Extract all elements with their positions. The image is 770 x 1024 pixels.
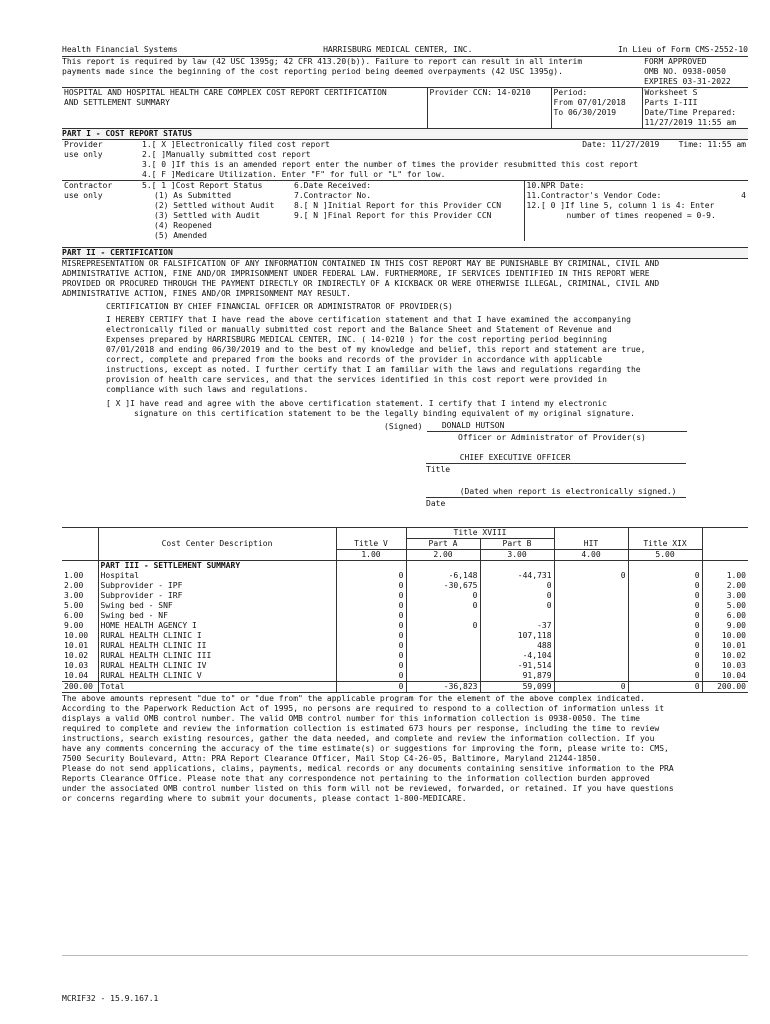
cell-desc: RURAL HEALTH CLINIC IV — [98, 661, 336, 671]
closing-line: under the associated OMB control number listed on this form will not be reviewed, forwarded, or retained. If you have questions — [62, 784, 674, 793]
cell-pa — [406, 661, 480, 671]
cell-t5: 0 — [336, 651, 406, 661]
cell-pa — [406, 641, 480, 651]
closing-line: The above amounts represent "due to" or "due from" the applicable program for the element of the above complex indicated. — [62, 694, 645, 703]
cell-hit — [554, 591, 628, 601]
closing-text — [62, 694, 748, 804]
cell-line: 1.00 — [62, 571, 98, 581]
cell-rline: 10.04 — [721, 671, 746, 680]
part3-heading: PART III - SETTLEMENT SUMMARY — [98, 561, 336, 572]
cell-line: 2.00 — [62, 581, 98, 591]
contractor-label: Contractor — [64, 181, 113, 190]
report-time: Time: 11:55 am — [678, 140, 746, 149]
status-1: (1) As Submitted — [154, 191, 232, 200]
agree-line-2: signature on this certification statement to be the legally binding equivalent of my original signature. — [134, 409, 635, 418]
closing-line: displays a valid OMB control number. The valid OMB control number for this information collection is 0938-0050. The time — [62, 714, 640, 723]
cell-rline: 10.00 — [721, 631, 746, 640]
item-manual-submitted: 2.[ ]Manually submitted cost report — [142, 150, 311, 159]
footer-divider — [62, 955, 748, 956]
warning-line: PROVIDED OR PROCURED THROUGH THE PAYMENT DIRECTLY OR INDIRECTLY OF A KICKBACK OR WERE OTHERWISE ILLEGAL, CRIMINAL, CIVIL AND — [62, 279, 660, 288]
dated-note: (Dated when report is electronically signed.) — [459, 487, 677, 496]
cell-t19: 0 — [628, 641, 702, 651]
date-received: 6.Date Received: — [294, 181, 372, 190]
cell-pa — [406, 611, 480, 621]
cell-pa — [406, 631, 480, 641]
table-row — [62, 621, 748, 631]
signature-block — [62, 419, 748, 508]
npr-date: 10.NPR Date: — [526, 181, 585, 190]
cell-hit — [554, 581, 628, 591]
table-row — [62, 682, 748, 693]
cell-desc: RURAL HEALTH CLINIC II — [98, 641, 336, 651]
header-left: Health Financial Systems — [62, 45, 178, 54]
table-row — [62, 651, 748, 661]
cell-t5: 0 — [336, 682, 406, 693]
table-row — [62, 671, 748, 682]
cost-report-page — [62, 45, 748, 804]
cell-rline: 10.02 — [721, 651, 746, 660]
warning-line: MISREPRESENTATION OR FALSIFICATION OF ANY INFORMATION CONTAINED IN THIS COST REPORT MAY BE PUNISHABLE BY CRIMINAL, CIVIL AND — [62, 259, 660, 268]
cell-hit — [554, 601, 628, 611]
cell-hit — [554, 621, 628, 631]
cell-t19: 0 — [628, 611, 702, 621]
table-row — [62, 581, 748, 591]
colnum: 4.00 — [554, 550, 628, 561]
cell-pa: -6,148 — [406, 571, 480, 581]
cell-pb: -4,104 — [480, 651, 554, 661]
vendor-code-label: 11.Contractor's Vendor Code: — [526, 191, 662, 200]
closing-line: instructions, search existing resources, gather the data needed, and complete and review the information collection. If you — [62, 734, 655, 743]
cell-desc: Swing bed - SNF — [98, 601, 336, 611]
notice-line-2: payments made since the beginning of the cost reporting period being deemed overpayments (42 USC 1395g). — [62, 67, 563, 76]
col-title19: Title XIX — [628, 539, 702, 550]
page-header — [62, 45, 748, 56]
worksheet-id: Worksheet S — [644, 88, 698, 97]
col-desc: Cost Center Description — [98, 539, 336, 550]
cell-t19: 0 — [628, 661, 702, 671]
cell-pb: 59,099 — [480, 682, 554, 693]
table-row — [62, 591, 748, 601]
part2-heading: PART II - CERTIFICATION — [62, 247, 748, 259]
status-5: (5) Amended — [154, 231, 207, 240]
period-label: Period: — [553, 88, 588, 97]
report-title-1: HOSPITAL AND HOSPITAL HEALTH CARE COMPLEX COST REPORT CERTIFICATION — [64, 88, 387, 97]
cell-hit — [554, 671, 628, 682]
status-4: (4) Reopened — [154, 221, 212, 230]
cell-t5: 0 — [336, 591, 406, 601]
status-3: (3) Settled with Audit — [154, 211, 260, 220]
cell-pa: 0 — [406, 591, 480, 601]
worksheet-parts: Parts I-III — [644, 98, 698, 107]
title-label: Title — [426, 465, 451, 474]
item-electronic-filed: 1.[ X ]Electronically filed cost report — [142, 140, 330, 149]
closing-line: have any comments concerning the accuracy of the time estimate(s) or suggestions for improving the form, please write to: CMS, — [62, 744, 669, 753]
final-report: 9.[ N ]Final Report for this Provider CCN — [294, 211, 492, 220]
cell-line: 10.02 — [62, 651, 98, 661]
signer-name: DONALD HUTSON — [441, 421, 505, 430]
header-right: In Lieu of Form CMS-2552-10 — [617, 45, 748, 54]
cell-hit: 0 — [554, 682, 628, 693]
cell-pb: 91,879 — [480, 671, 554, 682]
cell-t5: 0 — [336, 571, 406, 581]
col-hit: HIT — [554, 539, 628, 550]
prepared-label: Date/Time Prepared: — [644, 108, 737, 117]
cell-line: 9.00 — [62, 621, 98, 631]
cell-desc: Subprovider - IPF — [98, 581, 336, 591]
omb-expires: EXPIRES 03-31-2022 — [644, 77, 731, 86]
notice-line-1: This report is required by law (42 USC 1395g; 42 CFR 413.20(b)). Failure to report can result in all interim — [62, 57, 583, 66]
table-row — [62, 661, 748, 671]
cell-rline: 200.00 — [702, 682, 748, 693]
cell-line: 10.04 — [62, 671, 98, 682]
colnum: 1.00 — [336, 550, 406, 561]
cell-hit — [554, 631, 628, 641]
provider-label: Provider — [64, 140, 103, 149]
prepared-value: 11/27/2019 11:55 am — [644, 118, 737, 127]
cell-hit — [554, 661, 628, 671]
cell-desc: Swing bed - NF — [98, 611, 336, 621]
agree-checkbox-line: [ X ]I have read and agree with the above certification statement. I certify that I intend my electronic — [106, 399, 607, 408]
contractor-label-2: use only — [64, 191, 103, 200]
cell-t19: 0 — [628, 651, 702, 661]
cell-t19: 0 — [628, 671, 702, 682]
reopened-item: 12.[ 0 ]If line 5, column 1 is 4: Enter — [526, 201, 715, 210]
warning-line: ADMINISTRATIVE ACTION, FINE AND/OR IMPRISONMENT UNDER FEDERAL LAW. FURTHERMORE, IF SERVICES IDENTIFIED IN THIS REPORT WERE — [62, 269, 650, 278]
cell-line: 10.03 — [62, 661, 98, 671]
period-to: To 06/30/2019 — [553, 108, 617, 117]
cell-pb — [480, 611, 554, 621]
reopened-note: number of times reopened = 0-9. — [566, 211, 716, 220]
report-title-2: AND SETTLEMENT SUMMARY — [64, 98, 170, 107]
form-approved: FORM APPROVED — [644, 57, 707, 66]
period-from: From 07/01/2018 — [553, 98, 626, 107]
cell-pb: -91,514 — [480, 661, 554, 671]
cert-line: instructions, except as noted. I further certify that I am familiar with the laws and regulations regarding the — [106, 365, 641, 374]
cell-rline: 10.03 — [721, 661, 746, 670]
cell-t19: 0 — [628, 581, 702, 591]
cell-t19: 0 — [628, 621, 702, 631]
officer-title: CHIEF EXECUTIVE OFFICER — [459, 453, 571, 462]
cell-rline: 5.00 — [726, 601, 746, 610]
cell-rline: 3.00 — [726, 591, 746, 600]
cell-desc: RURAL HEALTH CLINIC V — [98, 671, 336, 682]
cell-desc: HOME HEALTH AGENCY I — [98, 621, 336, 631]
col-title5: Title V — [336, 539, 406, 550]
cell-hit — [554, 651, 628, 661]
cell-desc: Hospital — [98, 571, 336, 581]
col-partb: Part B — [480, 539, 554, 550]
table-row — [62, 601, 748, 611]
cell-pa: -30,675 — [406, 581, 480, 591]
status-2: (2) Settled without Audit — [154, 201, 275, 210]
cell-t5: 0 — [336, 671, 406, 682]
closing-line: Please do not send applications, claims, payments, medical records or any documents containing sensitive information to the PRA — [62, 764, 674, 773]
cell-pb: -37 — [480, 621, 554, 631]
cell-pb: 0 — [480, 581, 554, 591]
col-parta: Part A — [406, 539, 480, 550]
cell-t19: 0 — [628, 631, 702, 641]
cert-heading: CERTIFICATION BY CHIEF FINANCIAL OFFICER OR ADMINISTRATOR OF PROVIDER(S) — [106, 302, 453, 311]
cell-line: 6.00 — [62, 611, 98, 621]
cell-line: 10.01 — [62, 641, 98, 651]
title-block — [62, 87, 748, 128]
cell-hit — [554, 641, 628, 651]
cell-rline: 9.00 — [726, 621, 746, 630]
contractor-use-block — [62, 180, 748, 241]
cell-t5: 0 — [336, 581, 406, 591]
cell-desc: RURAL HEALTH CLINIC III — [98, 651, 336, 661]
notice-block — [62, 56, 748, 87]
provider-use-block — [62, 140, 748, 180]
cell-hit: 0 — [554, 571, 628, 581]
signed-label: (Signed) — [384, 422, 423, 431]
cell-rline: 10.01 — [721, 641, 746, 650]
provider-label-2: use only — [64, 150, 103, 159]
closing-line: required to complete and review the information collection is estimated 673 hours per response, including the time to review — [62, 724, 660, 733]
closing-line: 7500 Security Boulevard, Attn: PRA Report Clearance Officer, Mail Stop C4-26-05, Baltimore, Maryland 21244-1850. — [62, 754, 602, 763]
cell-pa: 0 — [406, 621, 480, 631]
item-amended: 3.[ 0 ]If this is an amended report enter the number of times the provider resubmitted this cost report — [142, 160, 639, 169]
cell-pb: 488 — [480, 641, 554, 651]
cell-desc: RURAL HEALTH CLINIC I — [98, 631, 336, 641]
cert-line: correct, complete and prepared from the books and records of the provider in accordance with applicable — [106, 355, 603, 364]
date-label: Date — [426, 499, 446, 508]
closing-line: According to the Paperwork Reduction Act of 1995, no persons are required to respond to a collection of information unless it — [62, 704, 665, 713]
table-row — [62, 611, 748, 621]
part1-heading: PART I - COST REPORT STATUS — [62, 128, 748, 140]
omb-number: OMB NO. 0938-0050 — [644, 67, 726, 76]
warning-line: ADMINISTRATIVE ACTION, FINES AND/OR IMPRISONMENT MAY RESULT. — [62, 289, 351, 298]
cell-pa — [406, 651, 480, 661]
status-item: 5.[ 1 ]Cost Report Status — [142, 181, 263, 190]
cell-line: 5.00 — [62, 601, 98, 611]
item-utilization: 4.[ F ]Medicare Utilization. Enter "F" for full or "L" for low. — [142, 170, 446, 179]
settlement-table — [62, 527, 748, 693]
cell-pb: -44,731 — [480, 571, 554, 581]
cell-line: 200.00 — [62, 682, 98, 693]
cell-hit — [554, 611, 628, 621]
cert-line: Expenses prepared by HARRISBURG MEDICAL CENTER, INC. ( 14-0210 ) for the cost reporting period beginning — [106, 335, 607, 344]
contractor-no: 7.Contractor No. — [294, 191, 372, 200]
cell-t19: 0 — [628, 682, 702, 693]
provider-ccn: Provider CCN: 14-0210 — [429, 88, 531, 97]
header-center: HARRISBURG MEDICAL CENTER, INC. — [323, 45, 473, 54]
report-date: Date: 11/27/2019 — [582, 140, 660, 149]
closing-line: Reports Clearance Office. Please note that any correspondence not pertaining to the information collection burden approved — [62, 774, 650, 783]
cell-rline: 2.00 — [726, 581, 746, 590]
initial-report: 8.[ N ]Initial Report for this Provider CCN — [294, 201, 502, 210]
colnum: 5.00 — [628, 550, 702, 561]
software-version: MCRIF32 - 15.9.167.1 — [62, 994, 159, 1003]
colnum: 3.00 — [480, 550, 554, 561]
cert-text — [62, 315, 748, 395]
cell-t5: 0 — [336, 621, 406, 631]
cell-t19: 0 — [628, 591, 702, 601]
cert-line: provision of health care services, and that the services identified in this cost report were provided in — [106, 375, 607, 384]
col-title18: Title XVIII — [406, 528, 554, 539]
cell-desc: Subprovider - IRF — [98, 591, 336, 601]
cert-line: compliance with such laws and regulations. — [106, 385, 309, 394]
cert-line: I HEREBY CERTIFY that I have read the above certification statement and that I have examined the accompanying — [106, 315, 631, 324]
cell-pa: 0 — [406, 601, 480, 611]
cell-t5: 0 — [336, 601, 406, 611]
cell-desc: Total — [98, 682, 336, 693]
cell-pb: 107,118 — [480, 631, 554, 641]
cert-line: 07/01/2018 and ending 06/30/2019 and to the best of my knowledge and belief, this report and statement are true, — [106, 345, 646, 354]
cell-line: 3.00 — [62, 591, 98, 601]
cell-t19: 0 — [628, 601, 702, 611]
cell-pa — [406, 671, 480, 682]
cell-t5: 0 — [336, 611, 406, 621]
cell-t19: 0 — [628, 571, 702, 581]
signer-role: Officer or Administrator of Provider(s) — [458, 433, 646, 442]
table-row — [62, 631, 748, 641]
cell-rline: 6.00 — [726, 611, 746, 620]
cell-t5: 0 — [336, 641, 406, 651]
table-row — [62, 571, 748, 581]
table-row — [62, 641, 748, 651]
cell-pb: 0 — [480, 591, 554, 601]
cell-t5: 0 — [336, 661, 406, 671]
colnum: 2.00 — [406, 550, 480, 561]
closing-line: or concerns regarding where to submit your documents, please contact 1-800-MEDICARE. — [62, 794, 467, 803]
cell-pb: 0 — [480, 601, 554, 611]
warning-text — [62, 259, 748, 299]
cert-line: electronically filed or manually submitted cost report and the Balance Sheet and Statement of Revenue and — [106, 325, 612, 334]
cell-rline: 1.00 — [726, 571, 746, 580]
cell-line: 10.00 — [62, 631, 98, 641]
cell-pa: -36,823 — [406, 682, 480, 693]
cell-t5: 0 — [336, 631, 406, 641]
vendor-code-value: 4 — [741, 191, 746, 200]
